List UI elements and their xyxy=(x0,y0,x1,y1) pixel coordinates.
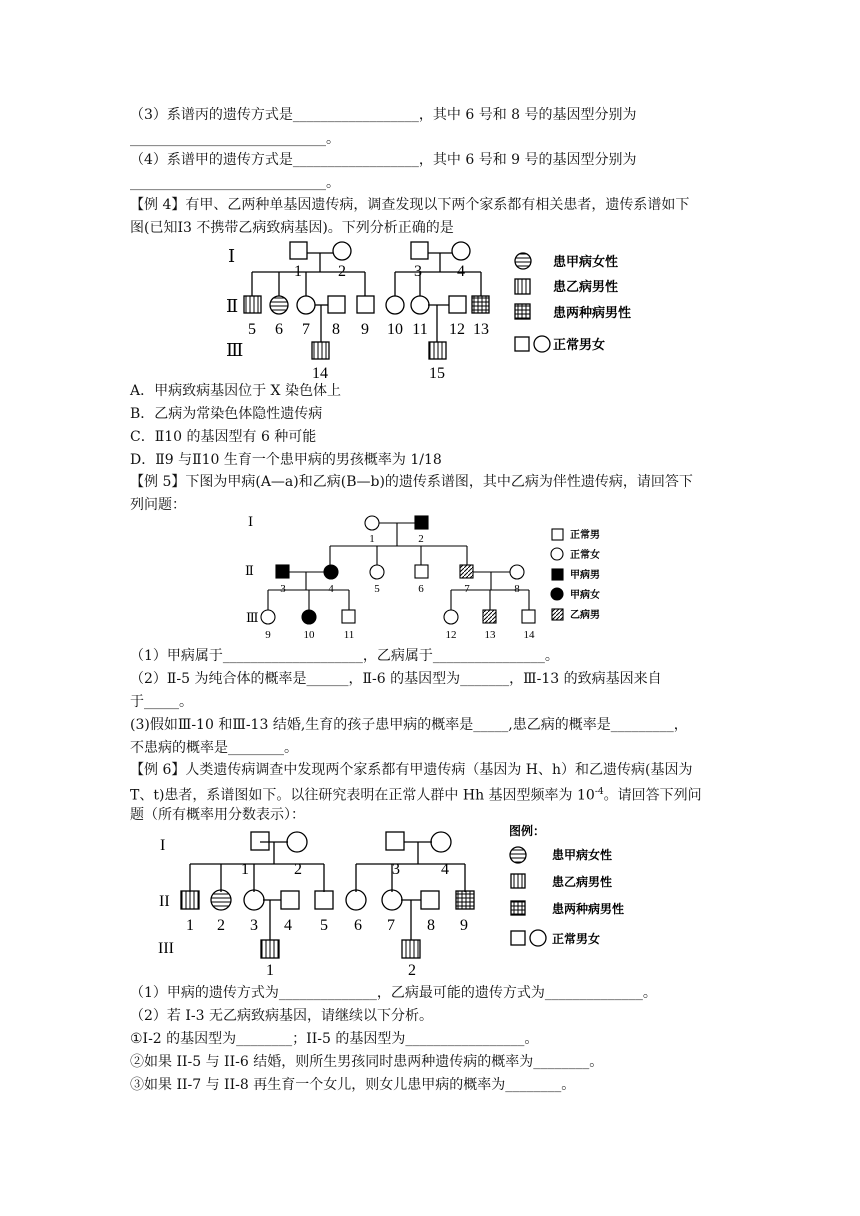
ex4-num: 11 xyxy=(412,321,428,338)
ex6-line3: 题（所有概率用分数表示）： xyxy=(130,807,305,823)
ex4-option-c: C．Ⅱ10 的基因型有 6 种可能 xyxy=(130,429,317,445)
ex6-num: 4 xyxy=(441,861,449,878)
ex4-num: 7 xyxy=(302,321,310,338)
ex5-num: 7 xyxy=(464,583,470,595)
ex6-num: 1 xyxy=(241,861,249,878)
ex5-num: 6 xyxy=(418,583,424,595)
ex5-legend: 乙病男 xyxy=(570,610,600,621)
ex6-gen-I: I xyxy=(160,837,166,854)
ex4-legend: 患甲病女性 xyxy=(553,254,619,269)
ex4-line1: 【例 4】有甲、乙两种单基因遗传病，调查发现以下两个家系都有相关患者，遗传系谱如下 xyxy=(130,197,690,213)
ex4-option-b: B．乙病为常染色体隐性遗传病 xyxy=(130,406,323,422)
ex6-num: 5 xyxy=(320,917,328,934)
ex4-legend: 正常男女 xyxy=(553,337,606,352)
ex4-option-d: D．Ⅱ9 与Ⅱ10 生育一个患甲病的男孩概率为 1/18 xyxy=(130,452,442,468)
ex5-legend: 正常女 xyxy=(570,550,600,561)
ex6-num: 1 xyxy=(186,917,194,934)
ex4-line2: 图(已知Ⅰ3 不携带乙病致病基因)。下列分析正确的是 xyxy=(130,220,454,236)
ex6-q2: （2）若 I-3 无乙病致病基因，请继续以下分析。 xyxy=(130,1008,433,1024)
ex5-num: 9 xyxy=(265,629,271,641)
ex5-line2: 列问题： xyxy=(130,497,186,513)
ex6-legend: 正常男女 xyxy=(552,932,601,946)
ex6-num: 2 xyxy=(408,962,416,979)
ex6-num: 2 xyxy=(294,861,302,878)
ex5-gen-III: Ⅲ xyxy=(246,610,259,625)
ex4-num: 15 xyxy=(429,365,445,382)
ex6-num: 2 xyxy=(217,917,225,934)
ex6-num: 8 xyxy=(427,917,435,934)
ex5-legend: 甲病女 xyxy=(570,590,600,601)
ex6-num: 4 xyxy=(284,917,292,934)
ex6-gen-III: III xyxy=(158,940,174,957)
ex4-num: 12 xyxy=(449,321,465,338)
q3-line1: （3）系谱丙的遗传方式是__________________，其中 6 号和 8 号的基因型分别为 xyxy=(130,107,637,123)
ex6-q1: （1）甲病的遗传方式为______________，乙病最可能的遗传方式为______________。 xyxy=(130,985,657,1001)
ex4-num: 6 xyxy=(275,321,283,338)
ex4-legend: 患乙病男性 xyxy=(553,279,619,294)
ex5-q3-line1: (3)假如Ⅲ-10 和Ⅲ-13 结婚,生育的孩子患甲病的概率是_____,患乙病的概率是_________， xyxy=(130,717,688,733)
ex5-num: 13 xyxy=(484,629,496,641)
ex4-num: 2 xyxy=(338,263,346,280)
ex6-line1: 【例 6】人类遗传病调查中发现两个家系都有甲遗传病（基因为 H、h）和乙遗传病(基因为 xyxy=(130,762,693,778)
ex5-num: 8 xyxy=(514,583,520,595)
ex5-q1: （1）甲病属于____________________，乙病属于________________。 xyxy=(130,648,559,664)
ex5-q2-line1: （2）Ⅱ-5 为纯合体的概率是______，Ⅱ-6 的基因型为_______，Ⅲ-13 的致病基因来自 xyxy=(130,671,662,687)
ex6-legend-title: 图例： xyxy=(509,824,546,838)
ex4-num: 10 xyxy=(387,321,403,338)
ex5-num: 1 xyxy=(369,533,375,545)
ex4-legend: 患两种病男性 xyxy=(553,305,632,320)
ex5-num: 3 xyxy=(280,583,286,595)
ex4-num: 1 xyxy=(294,263,302,280)
ex6-legend: 患甲病女性 xyxy=(552,848,613,862)
ex6-exponent: -4 xyxy=(594,787,604,797)
ex6-num: 7 xyxy=(387,917,395,934)
q3-line2: ____________________________。 xyxy=(130,131,340,147)
ex5-gen-I: Ⅰ xyxy=(248,514,254,529)
ex5-q3-line2: 不患病的概率是________。 xyxy=(130,740,298,756)
ex4-num: 13 xyxy=(473,321,489,338)
ex6-num: 6 xyxy=(354,917,362,934)
ex5-legend: 正常男 xyxy=(570,530,600,541)
ex5-legend: 甲病男 xyxy=(570,570,600,581)
ex5-num: 10 xyxy=(303,629,315,641)
ex6-gen-II: II xyxy=(159,893,170,910)
ex4-num: 4 xyxy=(457,263,465,280)
ex6-legend: 患乙病男性 xyxy=(552,875,613,889)
ex5-gen-II: Ⅱ xyxy=(245,563,254,578)
ex4-gen-II: Ⅱ xyxy=(226,296,239,316)
ex5-num: 5 xyxy=(374,583,380,595)
ex4-gen-I: Ⅰ xyxy=(228,246,236,266)
ex4-num: 5 xyxy=(248,321,256,338)
ex4-num: 8 xyxy=(332,321,340,338)
ex6-line2-tail: 。请回答下列问 xyxy=(603,787,702,804)
q4-line2: ____________________________。 xyxy=(130,175,340,191)
ex6-num: 9 xyxy=(460,917,468,934)
ex5-num: 4 xyxy=(328,583,334,595)
ex4-num: 14 xyxy=(312,365,328,382)
q4-line1: （4）系谱甲的遗传方式是__________________，其中 6 号和 9 号的基因型分别为 xyxy=(130,152,637,168)
ex6-num: 3 xyxy=(250,917,258,934)
ex6-line2-text: T、t)患者，系谱图如下。以往研究表明在正常人群中 Hh 基因型频率为 10 xyxy=(130,787,595,804)
ex5-num: 12 xyxy=(445,629,457,641)
ex5-num: 2 xyxy=(418,533,424,545)
ex5-num: 14 xyxy=(523,629,535,641)
ex4-num: 3 xyxy=(414,263,422,280)
ex6-sub1: ①I-2 的基因型为________；II-5 的基因型为_________________。 xyxy=(130,1031,539,1047)
ex6-sub3: ③如果 II-7 与 II-8 再生育一个女儿，则女儿患甲病的概率为________。 xyxy=(130,1077,576,1093)
ex6-num: 3 xyxy=(392,861,400,878)
ex6-legend: 患两种病男性 xyxy=(552,902,625,916)
ex4-num: 9 xyxy=(361,321,369,338)
ex5-line1: 【例 5】下图为甲病(A—a)和乙病(B—b)的遗传系谱图，其中乙病为伴性遗传病，请回答下 xyxy=(130,474,693,490)
ex4-option-a: A．甲病致病基因位于 X 染色体上 xyxy=(130,383,341,399)
ex5-num: 11 xyxy=(343,629,355,641)
ex4-gen-III: Ⅲ xyxy=(226,340,244,360)
ex6-sub2: ②如果 II-5 与 II-6 结婚，则所生男孩同时患两种遗传病的概率为________。 xyxy=(130,1054,604,1070)
ex5-q2-line2: 于_____。 xyxy=(130,694,193,710)
ex6-num: 1 xyxy=(266,962,274,979)
